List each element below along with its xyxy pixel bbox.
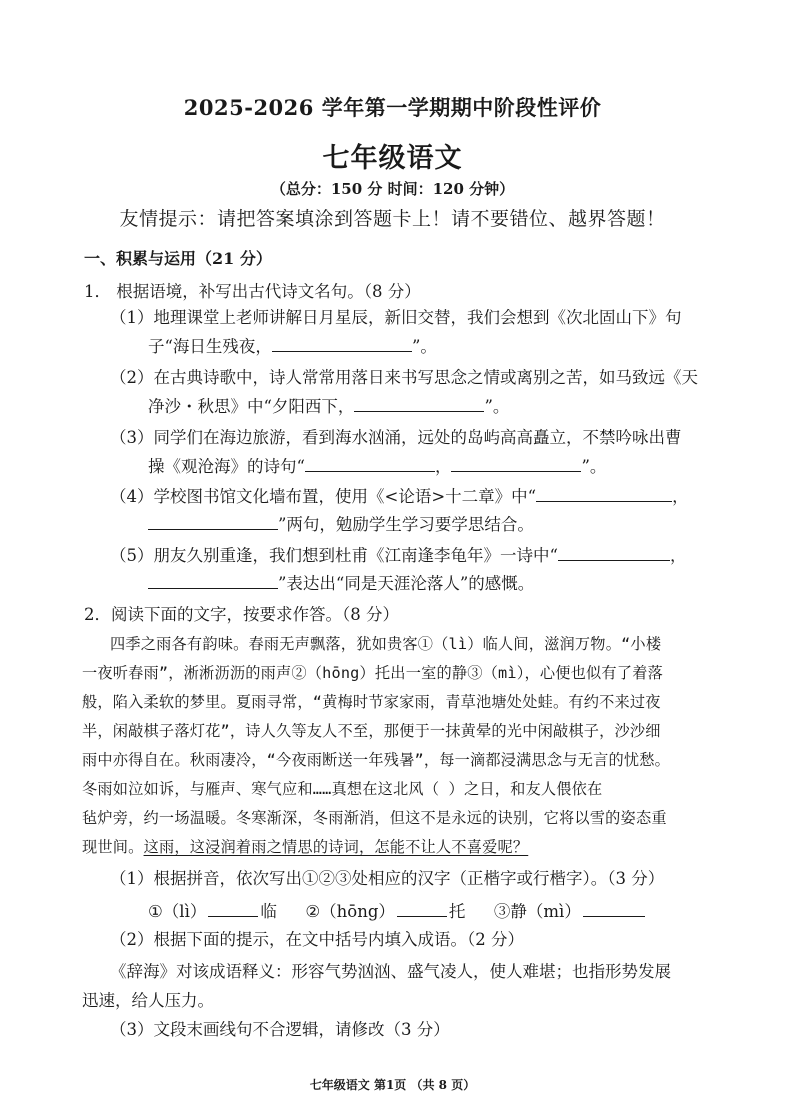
answer-blank[interactable]: [305, 455, 435, 472]
answer-blank[interactable]: [208, 900, 258, 917]
q1-item-1-line2: [148, 333, 437, 357]
q1-item-2-prefix: 净沙・秋思》中“夕阳西下，: [148, 397, 355, 416]
passage-line: 四季之雨各有韵味。春雨无声飘落，犹如贵客①（lì）临人间，滋润万物。“小楼: [110, 635, 662, 653]
q1-item-4-prefix: （4）学校图书馆文化墙布置，使用《<论语>十二章》中“: [110, 487, 537, 506]
q1-item-5-comma: ，: [669, 546, 687, 565]
answer-blank[interactable]: [397, 900, 447, 917]
pinyin-after-2: 托: [448, 902, 466, 921]
q1-item-4-line2: [148, 511, 534, 535]
exam-title: 2025-2026 学年第一学期期中阶段性评价: [183, 95, 602, 120]
section-heading: 一、积累与运用（21 分）: [84, 249, 272, 268]
q1-item-4-suffix: ”两句，勉励学生学习要学思结合。: [278, 515, 534, 534]
answer-blank[interactable]: [536, 485, 672, 502]
passage-last-plain: 现世间。: [82, 838, 144, 856]
question-1-stem: 1． 根据语境，补写出古代诗文名句。（8 分）: [84, 282, 421, 301]
answer-blank[interactable]: [272, 335, 412, 352]
idiom-hint-line2: 迅速，给人压力。: [82, 991, 214, 1010]
q1-item-3-suffix: ”。: [581, 457, 607, 476]
q1-item-5-prefix: （5）朋友久别重逢，我们想到杜甫《江南逢李龟年》一诗中“: [110, 546, 558, 565]
idiom-hint-line1: 《辞海》对该成语释义：形容气势汹汹、盛气凌人，使人难堪；也指形势发展: [110, 962, 671, 981]
q1-item-4-comma: ，: [672, 487, 689, 506]
q1-item-5-line1: [110, 542, 686, 566]
pinyin-label-3: ③静（mì）: [493, 902, 581, 921]
passage-line: 半，闲敲棋子落灯花”，诗人久等友人不至，那便于一抹黄晕的光中闲敲棋子，沙沙细: [82, 722, 661, 740]
passage-line-last: [82, 836, 528, 857]
q1-item-3-line2: [148, 453, 606, 477]
page-footer: 七年级语文 第1页 （共 8 页）: [309, 1078, 476, 1092]
q1-item-1-suffix: ”。: [411, 337, 437, 356]
subject-title: 七年级语文: [322, 143, 463, 174]
friendly-tip: 友情提示：请把答案填涂到答题卡上！请不要错位、越界答题！: [119, 208, 666, 230]
answer-blank[interactable]: [451, 455, 581, 472]
q2-sub-2: （2）根据下面的提示，在文中括号内填入成语。（2 分）: [110, 930, 524, 949]
q1-item-1-prefix: 子“海日生残夜，: [148, 337, 272, 356]
score-time-info: （总分：150 分 时间：120 分钟）: [270, 180, 515, 198]
q1-item-5-suffix: ”表达出“同是天涯沦落人”的感慨。: [278, 574, 535, 593]
pinyin-label-2: ②（hōng）: [305, 902, 395, 921]
answer-blank[interactable]: [148, 572, 278, 589]
q1-item-2-suffix: ”。: [484, 397, 510, 416]
q1-item-1-line1: （1）地理课堂上老师讲解日月星辰，新旧交替，我们会想到《次北固山下》句: [110, 308, 682, 327]
q1-item-3-comma: ，: [434, 457, 452, 476]
q1-item-5-line2: [148, 570, 534, 594]
answer-blank[interactable]: [354, 395, 484, 412]
passage-line: 冬雨如泣如诉，与雁声、寒气应和……真想在这北风（ ）之日，和友人偎依在: [82, 780, 603, 798]
passage-line: 雨中亦得自在。秋雨凄冷，“今夜雨断送一年残暑”，每一滴都浸满思念与无言的忧愁。: [82, 751, 671, 769]
q1-item-4-line1: [110, 483, 689, 507]
q1-item-2-line2: [148, 393, 509, 417]
q2-sub-3: （3）文段末画线句不合逻辑，请修改（3 分）: [110, 1020, 450, 1039]
answer-blank[interactable]: [558, 544, 670, 561]
q2-sub-1: （1）根据拼音，依次写出①②③处相应的汉字（正楷字或行楷字）。（3 分）: [110, 869, 665, 888]
passage-line: 般，陷入柔软的梦里。夏雨寻常，“黄梅时节家家雨，青草池塘处处蛙。有约不来过夜: [82, 693, 661, 711]
q1-item-2-line1: （2）在古典诗歌中，诗人常常用落日来书写思念之情或离别之苦，如马致远《天: [110, 368, 698, 387]
answer-blank[interactable]: [583, 900, 645, 917]
passage-line: 毡炉旁，约一场温暖。冬寒渐深，冬雨渐消，但这不是永远的诀别，它将以雪的姿态重: [82, 809, 667, 827]
q1-item-3-line1: （3）同学们在海边旅游，看到海水汹涌，远处的岛屿高高矗立，不禁吟咏出曹: [110, 428, 682, 447]
pinyin-answer-row: [148, 898, 647, 922]
q1-item-3-prefix: 操《观沧海》的诗句“: [148, 457, 305, 476]
answer-blank[interactable]: [148, 513, 278, 530]
question-2-stem: 2．阅读下面的文字，按要求作答。（8 分）: [84, 605, 399, 624]
pinyin-label-1: ①（lì）: [148, 902, 207, 921]
passage-line: 一夜听春雨”，淅淅沥沥的雨声②（hōng）托出一室的静③（mì），心便也似有了着落: [82, 664, 663, 682]
pinyin-after-1: 临: [260, 902, 277, 921]
underlined-sentence: 这雨，这浸润着雨之情思的诗词，怎能不让人不喜爱呢？: [143, 838, 529, 856]
